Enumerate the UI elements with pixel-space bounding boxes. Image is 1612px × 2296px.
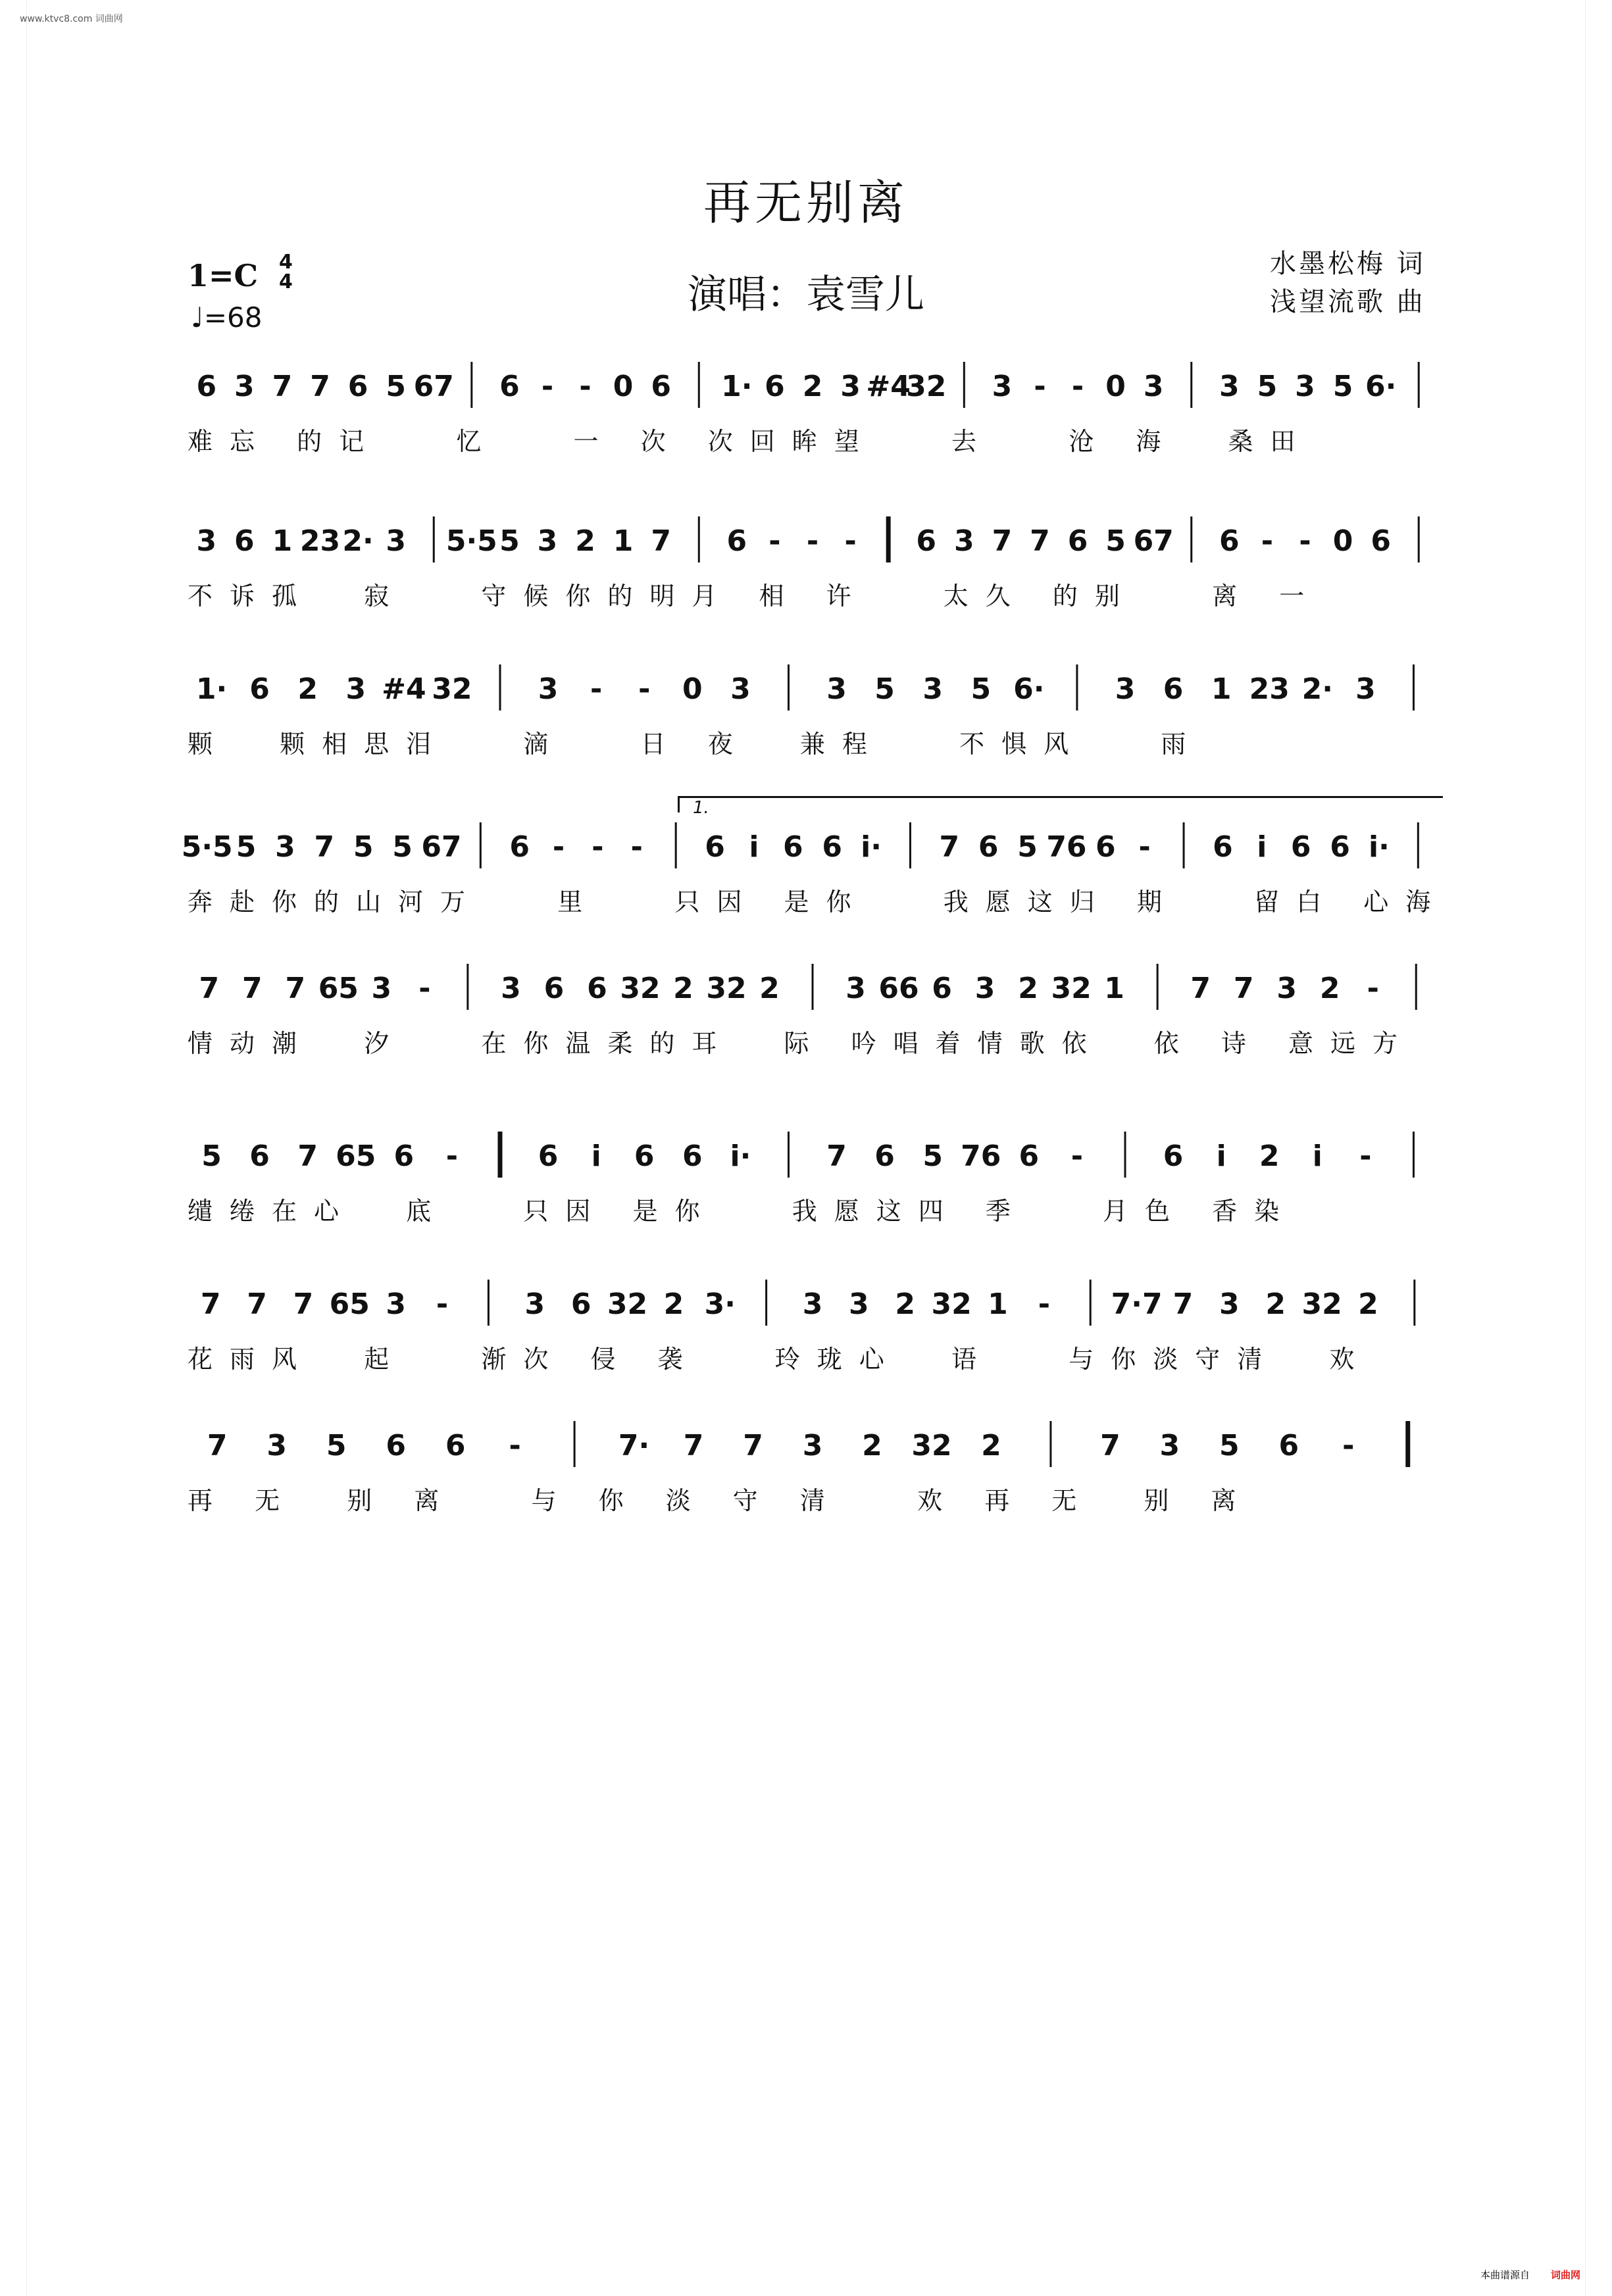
note-glyph: 6: [249, 672, 270, 706]
lyric-line: [188, 724, 1438, 763]
footer-site-logo: 词曲网: [1550, 2269, 1580, 2281]
lyric-line: [188, 576, 1438, 615]
note-glyph: 2·: [342, 524, 374, 558]
note-glyph: -: [509, 1429, 521, 1462]
note-glyph: 3: [1159, 1429, 1180, 1462]
note-glyph: 2: [1018, 972, 1038, 1005]
song-title: 再无别离: [703, 175, 909, 230]
note-glyph: 2·: [1301, 672, 1333, 706]
note-glyph: 67: [1133, 524, 1174, 558]
lyric-line: [188, 1191, 1438, 1230]
note-glyph: 5: [1017, 830, 1038, 864]
note-glyph: 6: [1219, 524, 1240, 558]
note-glyph: 3: [953, 524, 974, 558]
note-glyph: #4: [382, 672, 426, 706]
lyric-text: 缱绻在心 底 只因 是你 我愿这四 季 月色 香染: [188, 1197, 1297, 1226]
note-line: [188, 1125, 1438, 1184]
note-glyph: 6: [765, 370, 785, 403]
note-glyph: 7: [207, 1429, 228, 1462]
note-glyph: 7: [272, 370, 293, 403]
note-glyph: i: [1216, 1139, 1226, 1173]
note-glyph: 2: [802, 370, 823, 403]
lyricist-credit: 水墨松梅 词: [1270, 249, 1426, 279]
note-glyph: 23: [299, 524, 341, 558]
note-glyph: 3: [524, 1287, 545, 1321]
note-glyph: 7: [1030, 524, 1050, 558]
note-glyph: 2: [981, 1429, 1001, 1462]
note-glyph: 3: [1295, 370, 1315, 403]
note-glyph: -: [630, 830, 643, 864]
lyric-text: 难忘 的记 忆 一 次 次回眸望 去 沧 海 桑田: [188, 427, 1313, 456]
note-glyph: 6: [1371, 524, 1391, 558]
note-line: [188, 1414, 1438, 1474]
note-glyph: -: [1299, 524, 1311, 558]
note-glyph: 5: [970, 672, 992, 706]
note-glyph: 2: [1358, 1287, 1378, 1321]
note-glyph: 6: [1096, 830, 1116, 864]
note-glyph: 3: [386, 1287, 406, 1321]
note-glyph: -: [1342, 1429, 1355, 1462]
note-glyph: -: [590, 672, 603, 706]
note-glyph: 66: [878, 972, 919, 1005]
note-glyph: 7: [743, 1429, 763, 1462]
lyric-text: 颗 颗相思泪 滴 日 夜 兼程 不惧风 雨: [188, 730, 1203, 759]
score-system: [181, 798, 1448, 947]
note-glyph: 6: [499, 370, 520, 403]
score-system: [188, 355, 1438, 487]
credits: [1270, 245, 1426, 321]
note-glyph: 32: [906, 370, 947, 403]
note-glyph: 32: [911, 1429, 952, 1462]
meter-bottom: 4: [279, 270, 293, 293]
note-glyph: -: [579, 370, 592, 403]
note-line: [188, 957, 1438, 1016]
note-glyph: 2: [1319, 972, 1340, 1005]
note-glyph: 3: [538, 672, 559, 706]
note-glyph: 6: [538, 1139, 559, 1173]
note-glyph: 2: [759, 972, 780, 1005]
note-glyph: 7: [939, 830, 960, 864]
note-glyph: 32: [931, 1287, 972, 1321]
note-glyph: i: [591, 1139, 601, 1173]
note-glyph: 2: [1259, 1139, 1280, 1173]
note-glyph: 3: [1143, 370, 1164, 403]
lyric-line: [188, 882, 1448, 921]
note-glyph: -: [436, 1287, 449, 1321]
note-glyph: 0: [613, 370, 634, 403]
note-glyph: 2: [1265, 1287, 1286, 1321]
note-glyph: 7: [199, 972, 220, 1005]
left-margin-strip: [0, 0, 27, 2296]
right-margin-strip: [1585, 0, 1612, 2296]
note-glyph: 3: [845, 972, 866, 1005]
site-header: www.ktvc8.com 词曲网: [20, 14, 123, 24]
note-glyph: 5: [1219, 1429, 1240, 1462]
lyric-text: 花雨风 起 渐次 侵 袭 玲珑心 语 与你淡守清 欢: [188, 1345, 1372, 1374]
lyric-line: [188, 1339, 1438, 1378]
note-glyph: 3: [234, 370, 255, 403]
note-glyph: 5: [499, 524, 520, 558]
note-glyph: 6: [1330, 830, 1350, 864]
note-glyph: 6: [1163, 672, 1184, 706]
note-glyph: 7: [1233, 972, 1254, 1005]
note-glyph: 5: [1257, 370, 1278, 403]
note-glyph: 5: [922, 1139, 944, 1173]
note-glyph: 6: [1019, 1139, 1040, 1173]
note-glyph: 3: [386, 524, 406, 558]
note-glyph: 3: [345, 672, 366, 706]
score-system: [188, 510, 1438, 641]
note-glyph: 3: [730, 672, 751, 706]
note-line-svg: [188, 658, 1438, 717]
note-glyph: 6: [509, 830, 530, 864]
note-glyph: 3: [371, 972, 392, 1005]
note-glyph: 65: [329, 1287, 370, 1321]
note-glyph: 6·: [1013, 672, 1045, 706]
score-system: [188, 1273, 1438, 1405]
score-system: [188, 957, 1438, 1089]
meter-top: 4: [279, 251, 293, 274]
note-glyph: 7: [683, 1429, 704, 1462]
note-glyph: 7·: [618, 1429, 650, 1462]
note-glyph: 1: [1211, 672, 1232, 706]
note-glyph: 0: [1332, 524, 1353, 558]
note-glyph: 7: [241, 972, 263, 1005]
note-glyph: 3: [266, 1429, 288, 1462]
note-glyph: 6: [682, 1139, 703, 1173]
composer-credit: 浅望流歌 曲: [1270, 287, 1426, 317]
note-glyph: 1: [613, 524, 634, 558]
lyric-line: [188, 1023, 1438, 1062]
note-glyph: 3: [1276, 972, 1297, 1005]
note-glyph: i·: [730, 1139, 751, 1173]
note-glyph: i·: [1369, 830, 1390, 864]
note-glyph: 6: [393, 1139, 415, 1173]
note-glyph: 3: [849, 1287, 869, 1321]
note-glyph: 3: [840, 370, 861, 403]
note-glyph: 6: [651, 370, 672, 403]
note-glyph: 7: [1172, 1287, 1194, 1321]
note-glyph: 76: [1046, 830, 1087, 864]
note-glyph: 32: [1051, 972, 1092, 1005]
note-glyph: 6: [570, 1287, 592, 1321]
note-line-svg: [188, 1125, 1438, 1184]
note-glyph: 3: [537, 524, 558, 558]
note-glyph: 6: [822, 830, 842, 864]
note-line: [188, 510, 1438, 569]
note-line-svg: [188, 355, 1438, 414]
note-glyph: 6: [978, 830, 999, 864]
note-glyph: 65: [336, 1139, 376, 1173]
footer-source-text: 本曲谱源自: [1480, 2269, 1530, 2281]
note-glyph: 2: [673, 972, 693, 1005]
note-glyph: 7·7: [1111, 1287, 1163, 1321]
note-glyph: 2: [663, 1287, 684, 1321]
lyric-text: 奔赴你的山河万 里 只因 是你 我愿这归 期 留白 心海: [188, 887, 1448, 916]
note-glyph: 7: [297, 1139, 318, 1173]
note-line-svg: [188, 1273, 1438, 1332]
note-glyph: 6: [1278, 1429, 1299, 1462]
note-glyph: 7: [310, 370, 330, 403]
note-glyph: 3: [826, 672, 847, 706]
lyric-line: [188, 421, 1438, 461]
note-glyph: 6·: [1365, 370, 1397, 403]
note-glyph: 3: [992, 370, 1013, 403]
note-glyph: 7: [293, 1287, 314, 1321]
note-glyph: 6: [386, 1429, 406, 1462]
note-glyph: i: [1312, 1139, 1322, 1173]
note-glyph: -: [1038, 1287, 1050, 1321]
note-glyph: 5: [236, 830, 257, 864]
note-glyph: 32: [620, 972, 661, 1005]
note-glyph: 0: [1105, 370, 1126, 403]
note-glyph: 6: [1213, 830, 1233, 864]
key-signature: 1=C: [188, 258, 259, 293]
note-glyph: 67: [421, 830, 462, 864]
note-glyph: 23: [1249, 672, 1290, 706]
note-glyph: -: [806, 524, 819, 558]
note-glyph: 3: [802, 1287, 823, 1321]
note-glyph: 6: [196, 370, 217, 403]
tempo-value: =68: [203, 301, 263, 334]
note-glyph: 3: [275, 830, 295, 864]
note-glyph: 2: [862, 1429, 882, 1462]
note-glyph: -: [445, 1139, 459, 1173]
note-glyph: i: [749, 830, 759, 864]
note-glyph: -: [638, 672, 651, 706]
note-glyph: 7: [247, 1287, 267, 1321]
note-glyph: 1: [272, 524, 293, 558]
note-glyph: -: [418, 972, 431, 1005]
note-glyph: 3: [922, 672, 944, 706]
note-glyph: 1·: [721, 370, 753, 403]
note-glyph: 5: [326, 1429, 347, 1462]
note-glyph: -: [1034, 370, 1046, 403]
note-glyph: 2: [895, 1287, 916, 1321]
note-glyph: 6: [1067, 524, 1088, 558]
note-line: [188, 658, 1438, 717]
note-glyph: -: [592, 830, 604, 864]
note-line-svg: [181, 816, 1438, 875]
note-glyph: 6: [249, 1139, 270, 1173]
note-glyph: i: [1257, 830, 1267, 864]
note-glyph: 1: [1104, 972, 1124, 1005]
note-glyph: -: [768, 524, 781, 558]
note-glyph: 6: [543, 972, 565, 1005]
note-glyph: -: [552, 830, 565, 864]
note-glyph: 5·5: [181, 830, 233, 864]
note-glyph: 7: [285, 972, 306, 1005]
note-glyph: 3: [501, 972, 521, 1005]
note-glyph: 3·: [704, 1287, 736, 1321]
note-glyph: 7: [200, 1287, 221, 1321]
note-line-svg: [188, 1414, 1438, 1474]
note-glyph: 3: [1355, 672, 1376, 706]
note-glyph: 1·: [195, 672, 228, 706]
note-glyph: 6: [587, 972, 607, 1005]
note-glyph: 6: [874, 1139, 895, 1173]
lyric-text: 再 无 别 离 与 你 淡 守 清 欢 再 无 别 离: [188, 1486, 1253, 1515]
note-glyph: i·: [861, 830, 882, 864]
note-glyph: 5: [1332, 370, 1353, 403]
score-system: [188, 658, 1438, 789]
note-glyph: 7: [1190, 972, 1211, 1005]
note-line: [188, 1273, 1438, 1332]
note-glyph: -: [1261, 524, 1274, 558]
note-glyph: -: [1367, 972, 1379, 1005]
note-glyph: 6: [932, 972, 952, 1005]
volta-bracket: 1.: [678, 796, 1443, 812]
note-glyph: 5: [392, 830, 413, 864]
note-glyph: 2: [575, 524, 595, 558]
note-glyph: 5: [353, 830, 374, 864]
note-glyph: 6: [234, 524, 255, 558]
note-glyph: 0: [682, 672, 703, 706]
note-glyph: 3: [1219, 370, 1240, 403]
note-glyph: -: [541, 370, 554, 403]
note-glyph: 3: [974, 972, 995, 1005]
note-glyph: 6: [783, 830, 803, 864]
note-glyph: -: [1138, 830, 1151, 864]
note-glyph: -: [1359, 1139, 1372, 1173]
note-glyph: -: [1070, 1139, 1084, 1173]
note-line: [181, 816, 1438, 875]
note-glyph: 7: [826, 1139, 847, 1173]
note-glyph: 7: [1100, 1429, 1121, 1462]
note-glyph: 7: [314, 830, 335, 864]
note-glyph: 67: [413, 370, 454, 403]
note-glyph: 32: [706, 972, 747, 1005]
note-glyph: 5: [386, 370, 406, 403]
note-glyph: 32: [607, 1287, 648, 1321]
note-glyph: 7: [651, 524, 672, 558]
note-glyph: 3: [1219, 1287, 1240, 1321]
note-glyph: 65: [318, 972, 359, 1005]
note-glyph: #4: [866, 370, 911, 403]
score-system: [188, 1125, 1438, 1257]
note-glyph: 5: [874, 672, 895, 706]
lyric-text: 不诉孤 寂 守候你的明月 相 许 太久 的别 离 一: [188, 582, 1322, 611]
note-glyph: -: [844, 524, 857, 558]
note-glyph: -: [1071, 370, 1084, 403]
note-line-svg: [188, 510, 1438, 569]
note-glyph: 6: [1163, 1139, 1184, 1173]
note-glyph: 32: [432, 672, 472, 706]
note-glyph: 6: [726, 524, 747, 558]
lyric-text: 情动潮 汐 在你温柔的耳 际 吟唱着情歌依 依 诗 意远方: [188, 1029, 1415, 1058]
note-glyph: 6: [916, 524, 937, 558]
note-glyph: 6: [1290, 830, 1311, 864]
note-glyph: 3: [1115, 672, 1136, 706]
score-system: [188, 1414, 1438, 1546]
note-glyph: 3: [802, 1429, 823, 1462]
quarter-note-icon: ♩: [191, 301, 204, 334]
note-glyph: 1: [988, 1287, 1008, 1321]
note-glyph: 6: [634, 1139, 655, 1173]
note-line: [188, 355, 1438, 414]
note-line-svg: [188, 957, 1438, 1016]
note-glyph: 5: [201, 1139, 222, 1173]
note-glyph: 6: [347, 370, 368, 403]
note-glyph: 6: [705, 830, 725, 864]
singer-line: 演唱：袁雪儿: [688, 272, 924, 318]
note-glyph: 3: [196, 524, 217, 558]
note-glyph: 5: [1105, 524, 1126, 558]
note-glyph: 6: [445, 1429, 466, 1462]
note-glyph: 7: [992, 524, 1013, 558]
note-glyph: 2: [297, 672, 318, 706]
note-glyph: 5·5: [445, 524, 497, 558]
note-glyph: 76: [961, 1139, 1001, 1173]
lyric-line: [188, 1480, 1438, 1520]
note-glyph: 32: [1301, 1287, 1342, 1321]
